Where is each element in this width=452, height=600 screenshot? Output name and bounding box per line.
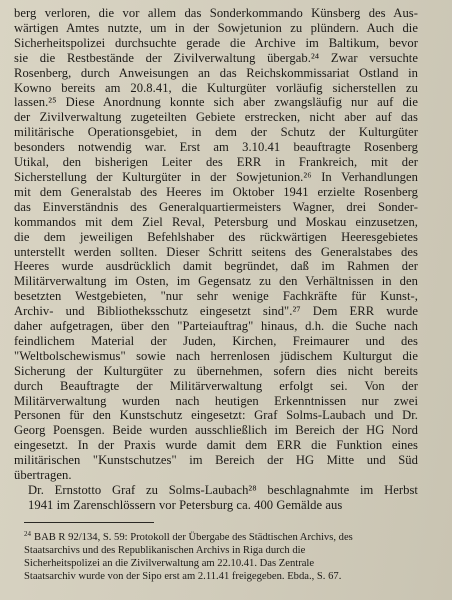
footnote-number: 24 <box>24 530 31 538</box>
body-line: übertragen. <box>14 468 72 483</box>
body-line: Utikal, den bisherigen Leiter des ERR in Frankreich, mit der <box>14 155 418 170</box>
body-text <box>14 6 418 513</box>
body-line: die dem jeweiligen Befehlshaber des rückwärtigen Heeresgebietes <box>14 229 418 244</box>
body-line: militärische Operationsgebiet, in dem der Schutz der Kulturgüter <box>14 125 418 140</box>
body-line: Heeres wurde ausdrücklich damit begründet, daß im Rahmen der <box>14 259 418 274</box>
body-line: Georg Poensgen. Beide wurden ausschließlich im Bereich der HG Nord <box>14 423 418 438</box>
body-line: wärtigen Amtes nutzte, um in der Sowjetunion zu plündern. Auch die <box>14 20 418 35</box>
body-line: Archiv- und Bibliotheksschutz eingesetzt sind".²⁷ Dem ERR wurde <box>14 304 418 319</box>
body-line: 1941 im Zarenschlössern vor Petersburg ca. 400 Gemälde aus <box>28 497 343 512</box>
body-line: militärischen "Kunstschutzes" im Bereich der HG Mitte und Süd <box>14 453 418 468</box>
body-line: Personen für den Kunstschutz eingesetzt: Graf Solms-Laubach und Dr. <box>14 408 418 423</box>
body-line: kommandos mit dem Ziel Reval, Petersburg und Moskau einzusetzen, <box>14 214 418 229</box>
body-line: berg verloren, die vor allem das Sonderkommando Künsberg des Aus- <box>14 6 418 20</box>
body-line: Sicherstellung der Kulturgüter in der Sowjetunion.²⁶ In Verhandlungen <box>14 169 418 184</box>
body-line: mit dem Generalstab des Heeres im Oktober 1941 erzielte Rosenberg <box>14 184 418 199</box>
body-line: Sicherheitspolizei durchsuchte gerade die Archive im Baltikum, bevor <box>14 35 418 50</box>
footnote-line-4: Staatsarchiv wurde von der Sipo erst am 2.11.41 freigegeben. Ebda., S. 67. <box>24 571 342 582</box>
body-line: Militärverwaltung im Osten, im Gegensatz zu den Verhältnissen in den <box>14 274 418 289</box>
body-line: Sicherung der Kulturgüter zu übernehmen, sofern dies nicht bereits <box>14 363 418 378</box>
paragraph-2 <box>14 483 418 513</box>
body-line: Rosenberg, durch Anweisungen an das Reichskommissariat Ostland in <box>14 65 418 80</box>
body-line: Dr. Ernstotto Graf zu Solms-Laubach²⁸ beschlagnahmte im Herbst <box>28 483 418 497</box>
footnote-line-1: $^{24}$ BAB R 92/134, S. 59: Protokoll der Übergabe des Städtischen Archivs, des <box>24 530 353 543</box>
body-line: eingesetzt. In der Praxis wurde damit dem ERR die Funktion eines <box>14 438 418 453</box>
body-line: lassen.²⁵ Diese Anordnung konnte sich aber zwangsläufig nur auf die <box>14 95 418 110</box>
body-line: der Zivilverwaltung zugeteilten Gebiete erstrecken, nicht aber auf das <box>14 110 418 125</box>
footnote-24 <box>24 528 426 583</box>
footnote-line-2: Staatsarchivs und des Republikanischen Archivs in Riga durch die <box>24 545 306 556</box>
paragraph-1 <box>14 6 418 483</box>
body-line: daher aufgetragen, über den "Parteiauftrag" hinaus, d.h. die Suche nach <box>14 319 418 334</box>
body-line: besetzten Westgebieten, "nur sehr wenige Fachkräfte für Kunst-, <box>14 289 418 304</box>
body-line: durch Beauftragte der Militärverwaltung erfolgt sei. Von der <box>14 378 418 393</box>
body-line: Kowno bereits am 20.8.41, die Kulturgüter vorläufig sicherstellen zu <box>14 80 418 95</box>
footnote-rule <box>24 522 154 523</box>
body-line: "Weltbolschewismus" sowie nach herrenlosen jüdischem Kulturgut die <box>14 348 418 363</box>
body-line: Militärverwaltung wurden nach heutigen Erkenntnissen nur zwei <box>14 393 418 408</box>
body-line: das Einverständnis des Generalquartiermeisters Wagner, drei Sonder- <box>14 199 418 214</box>
body-line: sie die Restbestände der Zivilverwaltung übergab.²⁴ Zwar versuchte <box>14 50 418 65</box>
body-line: unterstellt werden sollten. Dieser Schritt seitens des Generalstabes des <box>14 244 418 259</box>
footnote-line-3: Sicherheitspolizei an die Zivilverwaltung am 22.10.41. Das Zentrale <box>24 558 315 569</box>
body-line: feindlichem Material der Juden, Kirchen, Freimaurer und des <box>14 333 418 348</box>
body-line: besonders notwendig war. Erst am 3.10.41 beauftragte Rosenberg <box>14 140 418 155</box>
